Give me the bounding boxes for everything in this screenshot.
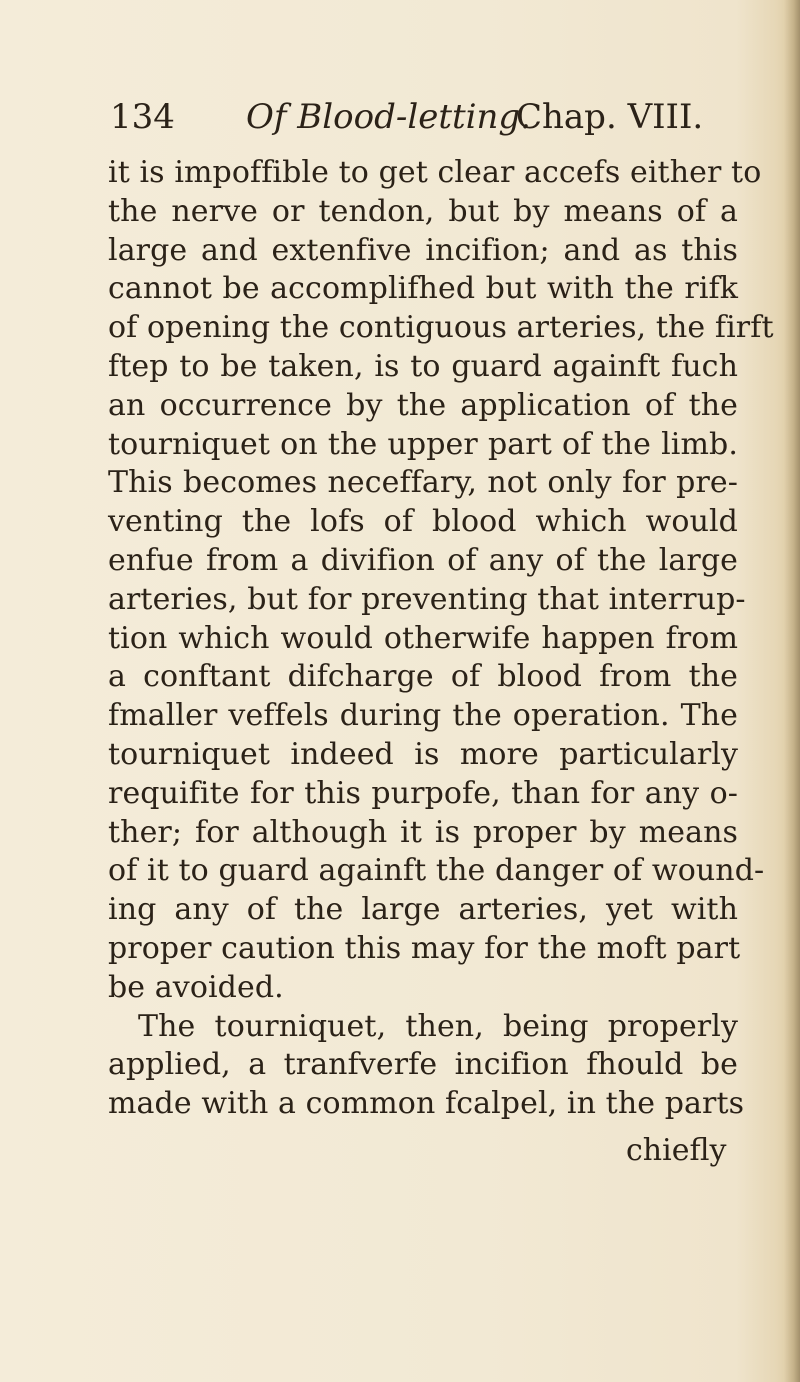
text-line: a conftant difcharge of blood from the	[108, 659, 738, 695]
text-line: applied, a tranfverfe incifion fhould be	[108, 1047, 738, 1083]
text-line: This becomes neceffary, not only for pre-	[108, 465, 738, 501]
text-line: ftep to be taken, is to guard againft fuch	[108, 348, 738, 384]
text-line: proper caution this may for the moft part	[108, 930, 741, 966]
text-line: of it to guard againft the danger of wound-	[108, 853, 765, 889]
text-line: requifite for this purpofe, than for any o-	[108, 775, 738, 811]
text-line: venting the lofs of blood which would	[108, 504, 738, 540]
text-line: enfue from a divifion of any of the large	[108, 542, 738, 578]
text-line: large and extenfive incifion; and as this	[108, 232, 738, 268]
text-line: ther; for although it is proper by means	[108, 814, 738, 850]
text-line: arteries, but for preventing that interrup-	[108, 581, 746, 617]
page-number: 134	[110, 97, 175, 137]
text-line: cannot be accomplifhed but with the rifk	[108, 271, 738, 307]
body-text	[108, 154, 774, 1124]
text-line: made with a common fcalpel, in the parts	[108, 1086, 745, 1122]
running-title: Of Blood-letting.	[246, 97, 531, 137]
text-line: the nerve or tendon, but by means of a	[108, 193, 738, 229]
text-line: be avoided.	[108, 969, 284, 1005]
page-edge-shadow	[784, 0, 800, 1382]
page-header	[110, 92, 730, 142]
text-line: tourniquet on the upper part of the limb.	[108, 426, 738, 462]
chapter-label: Chap. VIII.	[516, 97, 704, 137]
text-line: tion which would otherwife happen from	[108, 620, 738, 656]
text-line: tourniquet indeed is more particularly	[108, 736, 738, 772]
text-line: fmaller veffels during the operation. The	[108, 698, 738, 734]
text-line: it is impoffible to get clear accefs either to	[108, 155, 762, 190]
text-line: ing any of the large arteries, yet with	[108, 892, 738, 928]
catchword: chiefly	[626, 1133, 727, 1168]
text-line: The tourniquet, then, being properly	[138, 1008, 738, 1044]
text-line: of opening the contiguous arteries, the firft	[108, 310, 774, 346]
text-line: an occurrence by the application of the	[108, 387, 738, 423]
